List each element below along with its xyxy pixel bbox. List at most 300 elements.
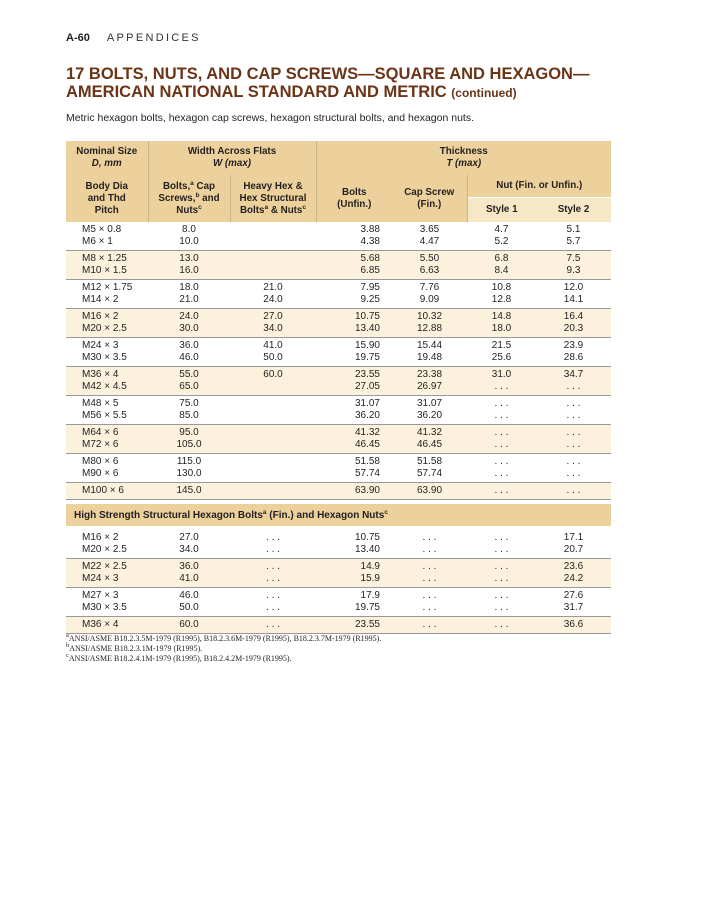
cell-line: [230, 439, 316, 451]
cell-line: M80 × 6: [82, 456, 119, 467]
cell-line: 115.0: [176, 456, 202, 467]
cell-line: M22 × 2.5: [82, 561, 127, 572]
cell-s1: [467, 280, 536, 309]
cell-w: [148, 559, 230, 588]
cell-line: 30.0: [179, 323, 199, 334]
cell-line: [230, 265, 316, 277]
cell-s1: [467, 454, 536, 483]
footnote: $^b$ANSI/ASME B18.2.3.1M-1979 (R1995).: [66, 642, 203, 653]
cell-line: . . .: [566, 468, 581, 479]
cell-w: [148, 530, 230, 559]
cell-w: [148, 617, 230, 634]
table-row: [66, 559, 611, 588]
metric-rows: [66, 222, 611, 500]
cell-line: 34.7: [563, 369, 584, 380]
cell-line: 27.6: [563, 590, 584, 601]
cell-line: 145.0: [176, 485, 202, 496]
cell-line: 15.9: [360, 573, 380, 584]
cell-line: 10.75: [354, 311, 380, 322]
cell-line: [230, 468, 316, 480]
cell-cap: [392, 483, 467, 500]
cell-line: 41.32: [354, 427, 380, 438]
cell-line: 46.0: [179, 352, 199, 363]
cell-s1: [467, 367, 536, 396]
cell-line: . . .: [494, 427, 509, 438]
cell-line: 41.0: [179, 573, 199, 584]
cell-cap: [392, 280, 467, 309]
header-style-2: Style 2: [536, 198, 611, 223]
cell-line: M72 × 6: [82, 439, 119, 450]
cell-line: 63.90: [354, 485, 380, 496]
cell-line: M5 × 0.8: [82, 224, 122, 235]
cell-line: 14.9: [360, 561, 380, 572]
cell-bolts: [316, 588, 392, 617]
cell-bolts: [316, 338, 392, 367]
cell-line: 28.6: [563, 352, 584, 363]
cell-line: . . .: [494, 410, 509, 421]
cell-s2: [536, 530, 611, 559]
cell-cap: [392, 367, 467, 396]
cell-line: M8 × 1.25: [82, 253, 127, 264]
cell-line: [230, 224, 316, 236]
cell-line: 105.0: [176, 439, 202, 450]
cell-heavy: [230, 588, 316, 617]
cell-line: 17.9: [360, 590, 380, 601]
cell-line: 8.0: [182, 224, 196, 235]
cell-line: . . .: [494, 590, 509, 601]
cell-line: . . .: [266, 544, 280, 555]
cell-line: 50.0: [263, 352, 283, 363]
cell-line: . . .: [422, 544, 437, 555]
cell-size: [66, 617, 148, 634]
cell-line: 75.0: [179, 398, 199, 409]
cell-s2: [536, 309, 611, 338]
cell-line: [230, 485, 316, 497]
cell-bolts: [316, 251, 392, 280]
cell-line: 18.0: [491, 323, 512, 334]
cell-line: . . .: [422, 573, 437, 584]
cell-line: M27 × 3: [82, 590, 119, 601]
cell-cap: [392, 396, 467, 425]
cell-line: [230, 398, 316, 410]
cell-bolts: [316, 559, 392, 588]
cell-line: . . .: [566, 410, 581, 421]
cell-size: [66, 367, 148, 396]
cell-line: . . .: [566, 381, 581, 392]
cell-line: 23.38: [416, 369, 443, 380]
cell-s2: [536, 338, 611, 367]
cell-line: 16.4: [563, 311, 584, 322]
cell-size: [66, 309, 148, 338]
cell-s1: [467, 309, 536, 338]
cell-s2: [536, 425, 611, 454]
cell-line: M24 × 3: [82, 573, 119, 584]
cell-line: . . .: [266, 602, 280, 613]
cell-s1: [467, 588, 536, 617]
running-header: [66, 32, 201, 44]
cell-line: 18.0: [179, 282, 199, 293]
cell-line: 3.65: [419, 224, 440, 235]
cell-line: [230, 410, 316, 422]
cell-line: 31.7: [563, 602, 584, 613]
cell-s2: [536, 367, 611, 396]
cell-line: 6.85: [360, 265, 380, 276]
cell-line: 12.8: [491, 294, 512, 305]
cell-line: M16 × 2: [82, 311, 119, 322]
cell-heavy: [230, 251, 316, 280]
cell-line: 31.07: [416, 398, 443, 409]
cell-s1: [467, 222, 536, 251]
cell-s2: [536, 483, 611, 500]
title-line-1: 17 BOLTS, NUTS, AND CAP SCREWS—SQUARE AND HEXAGON—: [66, 65, 590, 83]
cell-size: [66, 251, 148, 280]
cell-w: [148, 396, 230, 425]
cell-line: M20 × 2.5: [82, 323, 127, 334]
cell-line: 9.09: [419, 294, 440, 305]
cell-line: 41.32: [416, 427, 443, 438]
cell-bolts: [316, 396, 392, 425]
cell-line: 60.0: [263, 369, 283, 380]
cell-line: 46.45: [416, 439, 443, 450]
cell-line: 21.0: [179, 294, 199, 305]
cell-line: 55.0: [179, 369, 199, 380]
page-number: A-60: [66, 32, 90, 44]
cell-cap: [392, 251, 467, 280]
cell-line: 20.3: [563, 323, 584, 334]
cell-line: M16 × 2: [82, 532, 119, 543]
cell-line: 36.20: [354, 410, 380, 421]
cell-s1: [467, 251, 536, 280]
cell-size: [66, 530, 148, 559]
cell-line: 26.97: [416, 381, 443, 392]
cell-line: 7.76: [419, 282, 440, 293]
cell-line: [230, 427, 316, 439]
cell-line: 27.0: [179, 532, 199, 543]
cell-bolts: [316, 454, 392, 483]
cell-cap: [392, 530, 467, 559]
cell-w: [148, 483, 230, 500]
header-body-dia: Body Dia and Thd Pitch: [66, 175, 148, 222]
cell-line: 130.0: [176, 468, 202, 479]
cell-s1: [467, 338, 536, 367]
cell-s2: [536, 396, 611, 425]
cell-line: 63.90: [416, 485, 443, 496]
cell-line: 23.9: [563, 340, 584, 351]
cell-line: 34.0: [263, 323, 283, 334]
table-row: [66, 588, 611, 617]
cell-line: 60.0: [179, 619, 199, 630]
cell-line: 10.32: [416, 311, 443, 322]
title-line-2: [66, 83, 666, 102]
cell-cap: [392, 222, 467, 251]
cell-line: . . .: [566, 398, 581, 409]
cell-line: . . .: [566, 439, 581, 450]
cell-line: [230, 456, 316, 468]
cell-line: 24.0: [179, 311, 199, 322]
header-bolts-cap-screws-nuts: Bolts,$^a$ Cap Screws,$^b$ and Nuts$^c$: [148, 175, 230, 222]
table-row: [66, 425, 611, 454]
cell-line: [230, 253, 316, 265]
cell-line: 7.95: [360, 282, 380, 293]
cell-line: M100 × 6: [82, 485, 124, 496]
cell-line: 36.0: [179, 340, 199, 351]
cell-line: . . .: [422, 532, 437, 543]
section2-header: [66, 504, 611, 526]
cell-line: . . .: [422, 602, 437, 613]
cell-cap: [392, 425, 467, 454]
cell-line: 36.6: [563, 619, 584, 630]
cell-heavy: [230, 396, 316, 425]
cell-line: 25.6: [491, 352, 512, 363]
cell-line: M90 × 6: [82, 468, 119, 479]
cell-size: [66, 425, 148, 454]
table-row: [66, 483, 611, 500]
cell-line: M36 × 4: [82, 619, 119, 630]
cell-w: [148, 222, 230, 251]
cell-line: 57.74: [354, 468, 380, 479]
cell-bolts: [316, 367, 392, 396]
section-name: APPENDICES: [106, 32, 201, 44]
cell-w: [148, 588, 230, 617]
cell-line: 13.0: [179, 253, 199, 264]
cell-w: [148, 367, 230, 396]
cell-line: M64 × 6: [82, 427, 119, 438]
cell-s2: [536, 454, 611, 483]
cell-line: 31.07: [354, 398, 380, 409]
cell-size: [66, 454, 148, 483]
cell-cap: [392, 454, 467, 483]
cell-line: 20.7: [563, 544, 584, 555]
cell-line: 9.3: [566, 265, 581, 276]
cell-line: 4.47: [419, 236, 440, 247]
cell-bolts: [316, 425, 392, 454]
cell-line: . . .: [494, 619, 509, 630]
cell-line: M24 × 3: [82, 340, 119, 351]
cell-s2: [536, 222, 611, 251]
cell-line: 27.05: [354, 381, 380, 392]
cell-line: . . .: [494, 439, 509, 450]
cell-line: 14.1: [563, 294, 584, 305]
header-cap-screw: Cap Screw (Fin.): [392, 175, 467, 222]
header-width-across-flats: Width Across Flats W (max): [148, 141, 316, 175]
cell-heavy: [230, 454, 316, 483]
cell-heavy: [230, 559, 316, 588]
cell-heavy: [230, 530, 316, 559]
cell-size: [66, 396, 148, 425]
cell-line: M48 × 5: [82, 398, 119, 409]
table-row: [66, 617, 611, 634]
cell-line: 15.90: [354, 340, 380, 351]
cell-line: . . .: [494, 468, 509, 479]
footnote: $^a$ANSI/ASME B18.2.3.5M-1979 (R1995), B18.2.3.6M-1979 (R1995), B18.2.3.7M-1979 (R1995).: [66, 632, 382, 643]
cell-line: 12.88: [416, 323, 443, 334]
cell-line: 4.38: [360, 236, 380, 247]
cell-line: 24.0: [263, 294, 283, 305]
header-style-1: Style 1: [467, 198, 536, 223]
cell-size: [66, 483, 148, 500]
header-nut-group: Nut (Fin. or Unfin.): [467, 175, 611, 198]
cell-line: 5.50: [419, 253, 440, 264]
cell-line: . . .: [266, 561, 280, 572]
cell-s1: [467, 425, 536, 454]
cell-line: 57.74: [416, 468, 443, 479]
cell-line: 5.2: [494, 236, 509, 247]
cell-line: 65.0: [179, 381, 199, 392]
cell-line: . . .: [566, 427, 581, 438]
cell-line: . . .: [494, 561, 509, 572]
title-line-2-text: AMERICAN NATIONAL STANDARD AND METRIC: [66, 83, 447, 101]
cell-size: [66, 338, 148, 367]
cell-line: M56 × 5.5: [82, 410, 127, 421]
cell-line: 13.40: [354, 323, 380, 334]
cell-line: . . .: [494, 485, 509, 496]
table-row: [66, 367, 611, 396]
cell-cap: [392, 588, 467, 617]
cell-s1: [467, 559, 536, 588]
cell-line: 46.45: [354, 439, 380, 450]
cell-line: 51.58: [354, 456, 380, 467]
cell-s2: [536, 617, 611, 634]
cell-line: 17.1: [563, 532, 584, 543]
cell-line: . . .: [494, 573, 509, 584]
cell-line: 23.6: [563, 561, 584, 572]
table-title: [66, 65, 666, 102]
cell-s1: [467, 530, 536, 559]
cell-line: 9.25: [360, 294, 380, 305]
cell-line: M30 × 3.5: [82, 352, 127, 363]
cell-line: 14.8: [491, 311, 512, 322]
cell-line: . . .: [266, 590, 280, 601]
footnotes: [66, 634, 381, 664]
cell-line: 10.0: [179, 236, 199, 247]
cell-line: . . .: [494, 532, 509, 543]
section2-label: High Strength Structural Hexagon Bolts$^a$ (Fin.) and Hexagon Nuts$^c$: [66, 504, 611, 526]
cell-line: 31.0: [491, 369, 512, 380]
cell-line: 19.75: [354, 352, 380, 363]
cell-line: 7.5: [566, 253, 581, 264]
cell-line: M10 × 1.5: [82, 265, 127, 276]
cell-line: . . .: [266, 573, 280, 584]
cell-line: 85.0: [179, 410, 199, 421]
section-divider: [66, 500, 611, 531]
cell-heavy: [230, 222, 316, 251]
cell-heavy: [230, 367, 316, 396]
cell-line: 24.2: [563, 573, 584, 584]
cell-line: 19.48: [416, 352, 443, 363]
cell-line: 51.58: [416, 456, 443, 467]
cell-line: 50.0: [179, 602, 199, 613]
cell-line: 12.0: [563, 282, 584, 293]
cell-line: 13.40: [354, 544, 380, 555]
header-nominal-size: Nominal Size D, mm: [66, 141, 148, 175]
cell-line: 6.63: [419, 265, 440, 276]
cell-line: 16.0: [179, 265, 199, 276]
cell-line: 34.0: [179, 544, 199, 555]
cell-s1: [467, 483, 536, 500]
cell-line: 3.88: [360, 224, 380, 235]
cell-bolts: [316, 309, 392, 338]
cell-w: [148, 309, 230, 338]
cell-line: M42 × 4.5: [82, 381, 127, 392]
cell-line: . . .: [422, 561, 437, 572]
cell-line: 4.7: [494, 224, 509, 235]
table-row: [66, 338, 611, 367]
cell-line: M6 × 1: [82, 236, 113, 247]
cell-line: . . .: [566, 456, 581, 467]
cell-cap: [392, 338, 467, 367]
table-row: [66, 454, 611, 483]
cell-line: 95.0: [179, 427, 199, 438]
cell-w: [148, 338, 230, 367]
cell-line: 10.8: [491, 282, 512, 293]
cell-line: 36.20: [416, 410, 443, 421]
cell-line: . . .: [494, 456, 509, 467]
cell-s2: [536, 251, 611, 280]
cell-size: [66, 222, 148, 251]
cell-s2: [536, 559, 611, 588]
cell-bolts: [316, 530, 392, 559]
cell-line: 15.44: [416, 340, 443, 351]
cell-size: [66, 588, 148, 617]
cell-line: 8.4: [494, 265, 509, 276]
cell-w: [148, 454, 230, 483]
cell-size: [66, 280, 148, 309]
cell-line: M20 × 2.5: [82, 544, 127, 555]
cell-line: . . .: [422, 619, 437, 630]
cell-heavy: [230, 483, 316, 500]
cell-line: . . .: [266, 619, 280, 630]
cell-line: . . .: [494, 381, 509, 392]
cell-s2: [536, 280, 611, 309]
cell-line: . . .: [266, 532, 280, 543]
cell-line: . . .: [494, 398, 509, 409]
cell-w: [148, 251, 230, 280]
cell-line: [230, 236, 316, 248]
cell-size: [66, 559, 148, 588]
table-row: [66, 530, 611, 559]
cell-line: 23.55: [354, 369, 380, 380]
cell-line: 5.7: [566, 236, 581, 247]
cell-line: 21.0: [263, 282, 283, 293]
cell-line: 23.55: [354, 619, 380, 630]
cell-line: M30 × 3.5: [82, 602, 127, 613]
cell-bolts: [316, 222, 392, 251]
cell-line: 19.75: [354, 602, 380, 613]
table-row: [66, 222, 611, 251]
cell-line: . . .: [494, 544, 509, 555]
header-bolts-unfin: Bolts (Unfin.): [316, 175, 392, 222]
title-continued: (continued): [451, 86, 517, 100]
cell-line: 5.68: [360, 253, 380, 264]
cell-heavy: [230, 280, 316, 309]
cell-bolts: [316, 617, 392, 634]
cell-cap: [392, 559, 467, 588]
structural-rows: [66, 530, 611, 634]
cell-line: 6.8: [494, 253, 509, 264]
cell-s2: [536, 588, 611, 617]
cell-heavy: [230, 617, 316, 634]
bolt-dimension-table: [66, 141, 611, 634]
cell-w: [148, 425, 230, 454]
cell-line: M14 × 2: [82, 294, 119, 305]
cell-s1: [467, 396, 536, 425]
cell-line: 5.1: [566, 224, 581, 235]
header-heavy-hex: Heavy Hex & Hex Structural Bolts$^a$ & Nuts$^c$: [230, 175, 316, 222]
cell-line: M36 × 4: [82, 369, 119, 380]
footnote: $^c$ANSI/ASME B18.2.4.1M-1979 (R1995), B18.2.4.2M-1979 (R1995).: [66, 652, 292, 663]
table-row: [66, 251, 611, 280]
cell-cap: [392, 617, 467, 634]
